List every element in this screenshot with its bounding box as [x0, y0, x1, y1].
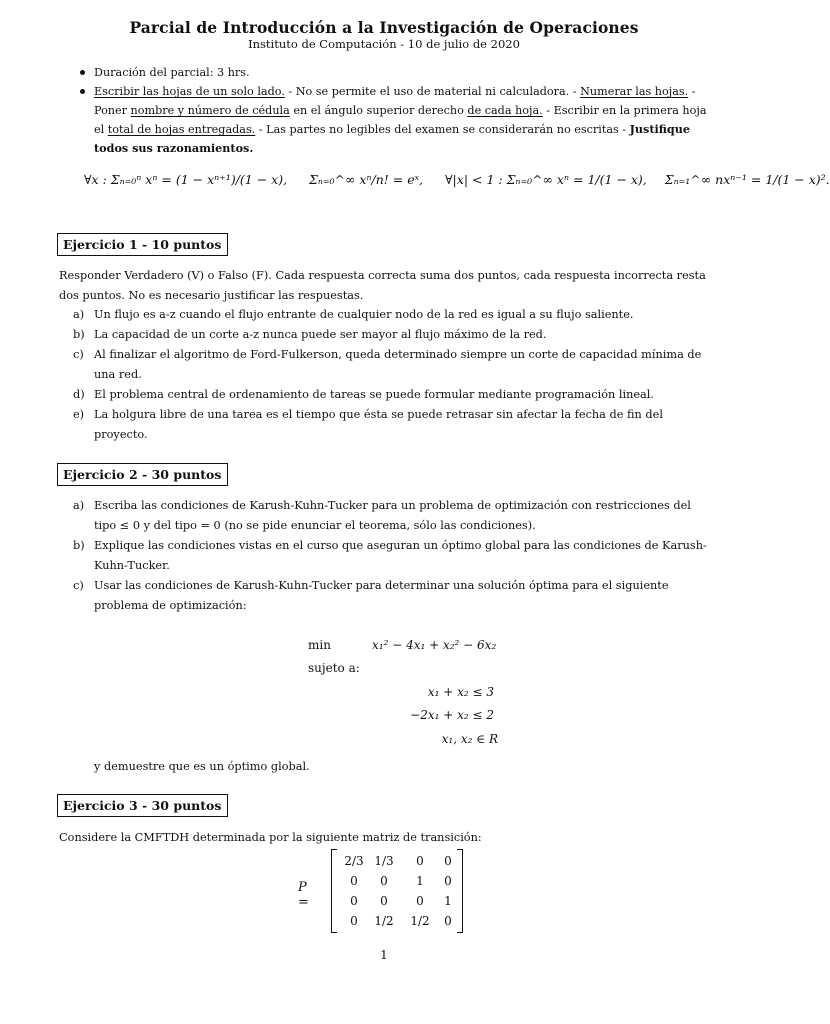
- exercise-3-intro: Considere la CMFTDH determinada por la siguiente matriz de transición:: [59, 831, 482, 844]
- list-item: a) Un flujo es a-z cuando el flujo entrante de cualquier nodo de la red es igual a su flujo saliente.: [73, 308, 634, 321]
- matrix-cell: 2/3: [344, 854, 364, 868]
- list-item: e) La holgura libre de una tarea es el tiempo que ésta se puede retrasar sin afectar la fecha de fin del proyecto.: [73, 408, 663, 441]
- formula-row: [84, 172, 830, 187]
- exercise-1-intro: Responder Verdadero (V) o Falso (F). Cada respuesta correcta suma dos puntos, cada respuesta incorrecta resta dos puntos. No es necesario justificar las respuestas.: [59, 269, 706, 302]
- formula-derivative-series: Σₙ₌₁^∞ nxⁿ⁻¹ = 1/(1 − x)².: [664, 172, 830, 187]
- page-subtitle: Instituto de Computación - 10 de julio de 2020: [248, 37, 520, 51]
- matrix-cell: 1/3: [374, 854, 394, 868]
- list-item: b) La capacidad de un corte a-z nunca puede ser mayor al flujo máximo de la red.: [73, 328, 547, 341]
- matrix-cell: 0: [380, 894, 388, 908]
- exercise-2-heading: Ejercicio 2 - 30 puntos: [57, 463, 228, 486]
- instructions-list: [80, 63, 712, 158]
- bullet-icon: [80, 70, 85, 75]
- matrix-cell: 0: [350, 914, 358, 928]
- objective-function: x₁² − 4x₁ + x₂² − 6x₂: [372, 638, 497, 652]
- matrix-cell: 1/2: [374, 914, 394, 928]
- matrix-cell: 0: [444, 854, 452, 868]
- matrix-cell: 1: [416, 874, 424, 888]
- bullet-icon: [80, 89, 85, 94]
- matrix-cell: 1/2: [410, 914, 430, 928]
- constraint-3: x₁, x₂ ∈ R: [441, 732, 498, 746]
- list-item: d) El problema central de ordenamiento de tareas se puede formular mediante programación lineal.: [73, 388, 655, 401]
- matrix-label: P =: [298, 880, 309, 910]
- matrix-cell: 0: [350, 874, 358, 888]
- formula-geometric-infinite: ∀|x| < 1 : Σₙ₌₀^∞ xⁿ = 1/(1 − x),: [445, 172, 647, 187]
- matrix-cell: 0: [444, 874, 452, 888]
- formula-geometric-finite: ∀x : Σₙ₌₀ⁿ xⁿ = (1 − xⁿ⁺¹)/(1 − x),: [84, 172, 288, 187]
- formula-exponential: Σₙ₌₀^∞ xⁿ/n! = eˣ,: [309, 172, 424, 187]
- instruction-duration: Duración del parcial: 3 hrs.: [80, 63, 712, 82]
- list-item: c) Usar las condiciones de Karush-Kuhn-Tucker para determinar una solución óptima para el siguiente problema de optimización:: [73, 579, 669, 612]
- list-item: c) Al finalizar el algoritmo de Ford-Fulkerson, queda determinado siempre un corte de capacidad mínima de una red.: [73, 348, 702, 381]
- matrix-cell: 0: [444, 914, 452, 928]
- instruction-rules: Escribir las hojas de un solo lado. - No se permite el uso de material ni calculadora. - Numerar las hojas. - Poner nombre y número de cédula en el ángulo superior derecho de cada hoja. - Escribir en la primera hoja el total de hojas entregadas. - Las partes no legibles del examen se considerarán no escritas - Justifique todos sus razonamientos.: [80, 82, 712, 158]
- matrix-cell: 0: [416, 894, 424, 908]
- exercise-3-heading: Ejercicio 3 - 30 puntos: [57, 794, 228, 817]
- matrix-cell: 0: [380, 874, 388, 888]
- matrix-cell: 0: [350, 894, 358, 908]
- constraint-1: x₁ + x₂ ≤ 3: [427, 685, 494, 699]
- page-number: 1: [380, 948, 388, 962]
- min-label: min: [308, 638, 331, 652]
- page-title: Parcial de Introducción a la Investigación de Operaciones: [129, 18, 639, 37]
- list-item: a) Escriba las condiciones de Karush-Kuhn-Tucker para un problema de optimización con restricciones del tipo ≤ 0 y del tipo = 0 (no se pide enunciar el teorema, sólo las condiciones).: [73, 499, 691, 532]
- constraint-2: −2x₁ + x₂ ≤ 2: [410, 708, 494, 722]
- list-item: b) Explique las condiciones vistas en el curso que aseguran un óptimo global para las condiciones de Karush-Kuhn-Tucker.: [73, 539, 707, 572]
- exercise-2-items: [70, 496, 712, 616]
- matrix-cell: 0: [416, 854, 424, 868]
- subject-to-label: sujeto a:: [308, 661, 360, 675]
- matrix-cell: 1: [444, 894, 452, 908]
- exercise-2-closing: y demuestre que es un óptimo global.: [94, 760, 310, 773]
- exercise-1-heading: Ejercicio 1 - 10 puntos: [57, 233, 228, 256]
- left-bracket: [331, 849, 337, 933]
- exercise-1-items: [70, 305, 712, 445]
